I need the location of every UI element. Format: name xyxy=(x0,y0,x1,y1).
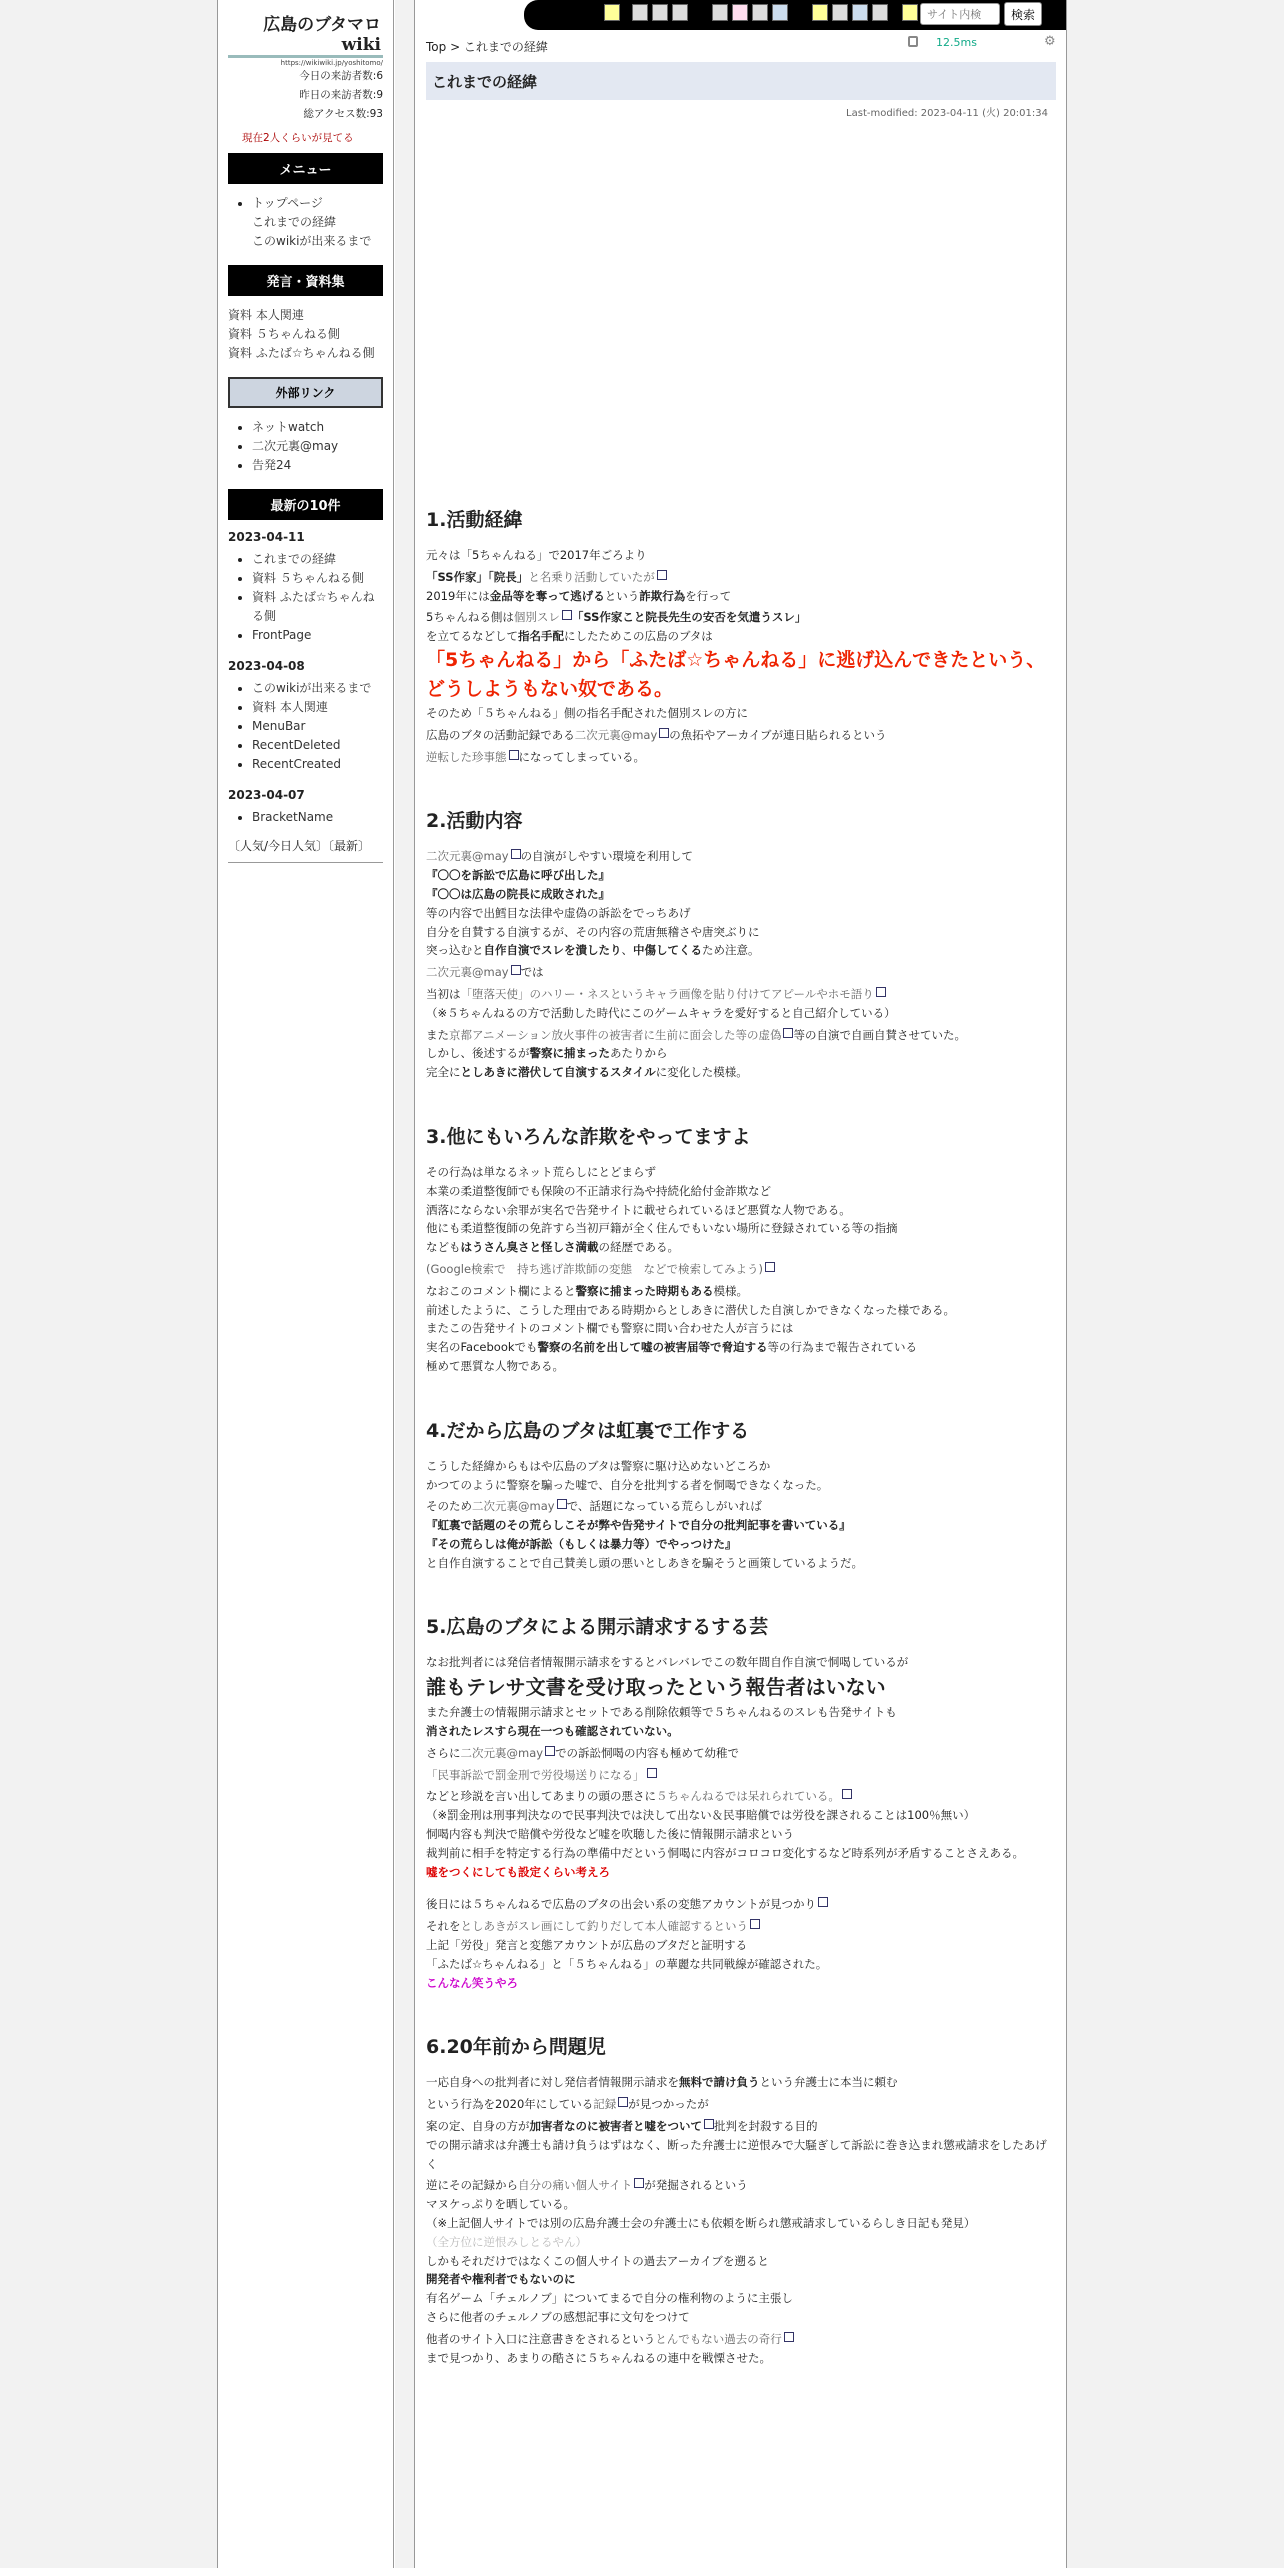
text: を行って xyxy=(685,588,732,603)
text-line: 『〇〇を訴訟で広島に呼び出した』 xyxy=(426,868,610,883)
text-line xyxy=(426,1260,1058,1279)
text: 実名のFacebookでも xyxy=(426,1340,538,1355)
text-line: 前述したように、こうした理由である時期からとしあきに潜伏した自演しかできなくなった様である。 xyxy=(426,1302,955,1317)
recent-item xyxy=(252,569,383,588)
text-line: そのため「５ちゃんねる」側の指名手配された個別スレの方に xyxy=(426,705,748,720)
recent-link[interactable]: このwikiが出来るまで xyxy=(252,681,372,695)
text-link[interactable]: とんでもない過去の奇行 xyxy=(655,2331,782,2346)
text-line xyxy=(426,2073,1058,2092)
recent-item xyxy=(252,679,383,698)
text-line xyxy=(426,1063,1058,1082)
section-heading: 1.活動経緯 xyxy=(426,509,523,531)
text-bold: 警察の名前を出して嘘の被害届等で脅迫する xyxy=(537,1340,768,1355)
menu-item-history xyxy=(252,213,383,232)
section-2 xyxy=(426,806,1058,1082)
text-line xyxy=(426,847,1058,866)
text-line xyxy=(426,1238,1058,1257)
counter-yesterday: 昨日の来訪者数:9 xyxy=(299,89,383,101)
text-line xyxy=(426,608,1058,627)
section-3 xyxy=(426,1122,1058,1376)
external-item xyxy=(252,456,383,475)
text: 逆にその記録から xyxy=(426,2178,518,2193)
recent-link[interactable]: 資料 ５ちゃんねる側 xyxy=(252,571,364,585)
text-line: まで見つかり、あまりの酷さに５ちゃんねるの連中を戦慄させた。 xyxy=(426,2350,771,2365)
rename-icon[interactable] xyxy=(712,4,728,21)
home-icon[interactable] xyxy=(604,4,620,21)
section-4 xyxy=(426,1416,1058,1573)
text-line xyxy=(426,963,1058,982)
last-modified: Last-modified: 2023-04-11 (火) 20:01:34 xyxy=(846,108,1048,119)
text-line xyxy=(426,587,1058,606)
text: 完全に xyxy=(426,1065,461,1080)
text: 当初は xyxy=(426,986,461,1001)
recent-item xyxy=(252,808,383,827)
external-link-icon[interactable] xyxy=(562,610,572,620)
copy-icon[interactable] xyxy=(672,4,688,21)
section-1 xyxy=(426,505,1058,766)
counter-total: 総アクセス数:93 xyxy=(303,108,383,120)
emphasis-text: 誰もテレサ文書を受け取ったという報告者はいない xyxy=(426,1675,886,1700)
text: 後日には５ちゃんねるで広島のブタの出会い系の変態アカウントが見つかり xyxy=(426,1897,816,1912)
text-line: 洒落にならない余罪が実名で告発サイトに載せられているほど悪質な人物である。 xyxy=(426,1202,851,1217)
section-heading: 5.広島のブタによる開示請求するする芸 xyxy=(426,1616,769,1639)
text-bold: 金品等を奪って逃げる xyxy=(489,588,605,603)
text-link[interactable]: ５ちゃんねるでは呆れられている。 xyxy=(656,1789,840,1804)
page-title: これまでの経緯 xyxy=(426,62,1056,100)
text-line: 有名ゲーム「チェルノブ」についてまるで自分の権利物のように主張し xyxy=(426,2291,793,2306)
text: 広島のブタの活動記録である xyxy=(426,727,575,742)
recent-link[interactable]: る側 xyxy=(252,609,277,623)
section-heading: 6.20年前から問題児 xyxy=(426,2036,606,2059)
text: という行為を2020年にしている xyxy=(426,2097,594,2112)
text-link[interactable]: 二次元裏@may xyxy=(472,1499,555,1514)
popular-links[interactable]: 〔人気/今日人気〕〔最新〕 xyxy=(228,837,383,863)
external-link-icon[interactable] xyxy=(647,1768,657,1778)
recent-link[interactable]: これまでの経緯 xyxy=(252,552,337,566)
text: にしたためこの広島のブタは xyxy=(564,629,713,644)
help-icon[interactable] xyxy=(902,4,918,21)
text: ため注意。 xyxy=(702,943,760,958)
external-link-icon[interactable] xyxy=(765,1262,775,1272)
text: 等の自演で自画自賛させていた。 xyxy=(793,1027,966,1042)
text-line: と自作自演することで自己賛美し頭の悪いとしあきを騙そうと画策しているようだ。 xyxy=(426,1555,863,1570)
external-link-may[interactable]: 二次元裏@may xyxy=(252,439,339,453)
text: という xyxy=(604,588,640,603)
text-line xyxy=(426,1787,1058,1806)
text-line: （全方位に逆恨みしとるやん） xyxy=(426,2234,587,2249)
text-line xyxy=(426,2176,1058,2195)
external-link-icon[interactable] xyxy=(659,728,669,738)
recent-item xyxy=(252,736,383,755)
search-button[interactable]: 検索 xyxy=(1004,2,1042,26)
menu-item-origin xyxy=(252,232,383,251)
text: が見つかったが xyxy=(628,2097,709,2112)
text-line xyxy=(426,1766,1058,1785)
menu-link-history[interactable]: これまでの経緯 xyxy=(252,215,337,229)
text-line xyxy=(426,568,1058,587)
edit-icon[interactable] xyxy=(652,4,668,21)
text-link[interactable]: と名乗り活動していたが xyxy=(528,569,655,584)
recent-link[interactable]: BracketName xyxy=(252,810,334,824)
text-line xyxy=(426,1497,1058,1516)
text-link[interactable]: 個別スレ xyxy=(513,610,560,625)
text-bold: はうさん臭さと怪しさ満載 xyxy=(460,1240,599,1255)
text-line xyxy=(426,2330,1058,2349)
text-bold: 加害者なのに被害者と嘘をついて xyxy=(529,2119,702,2134)
search-page-icon[interactable] xyxy=(852,4,868,21)
external-link-icon[interactable] xyxy=(876,987,886,997)
article-content xyxy=(426,505,1058,2407)
text-line: なお批判者には発信者情報開示請求をするとバレバレでこの数年間自作自演で恫喝しているが xyxy=(426,1655,909,1670)
text-link[interactable]: 二次元裏@may xyxy=(426,849,509,864)
text-line: 嘘をつくにしても設定くらい考えろ xyxy=(426,1864,610,1879)
statements-link-person[interactable]: 資料 本人関連 xyxy=(228,308,304,322)
page-frame xyxy=(217,0,1067,2568)
text-bold: 「SS作家」「院長」 xyxy=(426,569,529,584)
recent-list xyxy=(252,808,383,827)
text: あたりから xyxy=(610,1046,668,1061)
text: での訴訟恫喝の内容も極めて幼稚で xyxy=(555,1745,740,1760)
text-line xyxy=(426,1917,1058,1936)
text: で、話題になっている荒らしがいれば xyxy=(566,1499,762,1514)
external-link-icon[interactable] xyxy=(545,1746,555,1756)
text: また xyxy=(426,1027,449,1042)
text-line: 元々は「5ちゃんねる」で2017年ごろより xyxy=(426,548,647,562)
attach-icon[interactable] xyxy=(772,4,788,21)
text-line: 「ふたば☆ちゃんねる」と「５ちゃんねる」の華麗な共同戦線が確認された。 xyxy=(426,1956,828,1971)
text-bold: 自作自演でスレを潰したり xyxy=(483,943,622,958)
external-link-icon[interactable] xyxy=(557,1499,567,1509)
gear-icon[interactable]: ⚙ xyxy=(1044,34,1056,49)
menu-link-origin[interactable]: このwikiが出来るまで xyxy=(252,234,372,248)
text: なども xyxy=(426,1240,461,1255)
text-line: しかもそれだけではなくこの個人サイトの過去アーカイブを遡ると xyxy=(426,2253,769,2268)
text-line: （※上記個人サイトでは別の広島弁護士会の弁護士にも依頼を断られ懲戒請求しているらしき日記も発見） xyxy=(426,2216,976,2231)
text-line: また弁護士の情報開示請求とセットである削除依頼等で５ちゃんねるのスレも告発サイトも xyxy=(426,1705,897,1720)
text-line: かつてのように警察を騙った嘘で、自分を批判する者を恫喝できなくなった。 xyxy=(426,1477,829,1492)
external-link-icon[interactable] xyxy=(509,750,519,760)
lock-icon[interactable] xyxy=(908,36,918,47)
text-line: 恫喝内容も判決で賠償や労役など嘘を吹聴した後に情報開示請求という xyxy=(426,1827,794,1842)
recent-item xyxy=(252,698,383,717)
text-line: 自分を自賛する自演するが、その内容の荒唐無稽さや唐突ぶりに xyxy=(426,924,760,939)
menu-heading: メニュー xyxy=(228,153,383,184)
recent-date: 2023-04-08 xyxy=(228,659,305,673)
external-item xyxy=(252,437,383,456)
speed-badge: 12.5ms xyxy=(936,36,977,49)
text-line: 極めて悪質な人物である。 xyxy=(426,1358,564,1373)
recent-item xyxy=(252,588,383,607)
site-logo[interactable]: 広島のブタマロ wiki xyxy=(228,10,383,58)
text: 批判を封殺する目的 xyxy=(714,2119,818,2134)
text-bold: 警察に捕まった xyxy=(529,1046,610,1061)
text-line: での開示請求は弁護士も請け負うはずはなく、断った弁護士に逆恨みで大騒ぎして訴訟に巻き込まれ懲戒請求をしたあげく xyxy=(426,2137,1047,2171)
text-line xyxy=(426,1026,1058,1045)
text-line xyxy=(426,1338,1058,1357)
menu-list xyxy=(252,194,383,251)
site-url: https://wikiwiki.jp/yoshitomo/ xyxy=(280,59,383,67)
site-search-input[interactable] xyxy=(920,3,1000,25)
text-line xyxy=(426,2095,1058,2114)
recent-icon[interactable] xyxy=(872,4,888,21)
external-link-icon[interactable] xyxy=(657,570,667,580)
toolbar xyxy=(524,0,1066,30)
text-link[interactable]: 二次元裏@may xyxy=(574,727,658,742)
external-link-icon[interactable] xyxy=(704,2119,714,2129)
recent-item xyxy=(252,755,383,774)
text-line: 本業の柔道整復師でも保険の不正請求行為や持続化給付金詐欺など xyxy=(426,1183,771,1198)
text-line xyxy=(426,1282,1058,1301)
text-line: 等の内容で出鱈目な法律や虚偽の訴訟をでっちあげ xyxy=(426,905,691,920)
recent-link[interactable]: 資料 本人関連 xyxy=(252,700,328,714)
text-line xyxy=(426,1895,1058,1914)
recent-heading: 最新の10件 xyxy=(228,489,383,520)
statements-link-5ch[interactable]: 資料 ５ちゃんねる側 xyxy=(228,327,340,341)
external-link-icon[interactable] xyxy=(634,2178,644,2188)
text-link[interactable]: 二次元裏@may xyxy=(460,1745,544,1760)
text-bold: 指名手配 xyxy=(518,629,564,644)
delete-icon[interactable] xyxy=(812,4,828,21)
text-line xyxy=(426,748,1058,767)
text: を立てるなどして xyxy=(426,629,518,644)
text-line: マヌケっぷりを晒している。 xyxy=(426,2197,576,2212)
recent-item xyxy=(252,550,383,569)
text: が発掘されるという xyxy=(644,2178,748,2193)
section-heading: 2.活動内容 xyxy=(426,810,523,833)
external-list xyxy=(252,418,383,475)
menu-link-top[interactable]: トップページ xyxy=(252,196,323,210)
external-link-icon[interactable] xyxy=(783,1028,793,1038)
text-link[interactable]: 自分の痛い個人サイト xyxy=(518,2178,633,2193)
recent-link[interactable]: MenuBar xyxy=(252,719,306,733)
text: (Google検索で 持ち逃げ詐欺師の変態 などで検索してみよう) xyxy=(426,1261,764,1276)
text: に変化した模様。 xyxy=(655,1065,748,1080)
statements-heading: 発言・資料集 xyxy=(228,265,383,296)
external-link-icon[interactable] xyxy=(511,965,521,975)
section-heading: 4.だから広島のブタは虹裏で工作する xyxy=(426,1419,750,1442)
text: の魚拓やアーカイブが連日貼られるという xyxy=(669,727,887,742)
text: 2019年には xyxy=(426,588,490,603)
text-link[interactable]: 「堕落天使」のハリー・ネスというキャラ画像を貼り付けてアピールやホモ語り xyxy=(460,986,874,1001)
text-bold: 警察に捕まった時期もある xyxy=(575,1283,714,1298)
section-5 xyxy=(426,1612,1058,1992)
text: さらに xyxy=(426,1745,461,1760)
text-bold: 中傷してくる xyxy=(633,943,702,958)
text-link[interactable]: 京都アニメーション放火事件の被害者に生前に面会した等の虚偽 xyxy=(449,1027,782,1042)
text: という弁護士に本当に頼む xyxy=(759,2075,898,2090)
diff-icon[interactable] xyxy=(732,4,748,21)
recent-date: 2023-04-07 xyxy=(228,788,305,802)
text: 5ちゃんねる側は xyxy=(426,610,514,625)
recent-date: 2023-04-11 xyxy=(228,530,305,544)
external-link-icon[interactable] xyxy=(618,2097,628,2107)
text-line: 開発者や権利者でもないのに xyxy=(426,2272,576,2287)
text-line xyxy=(426,627,1058,646)
menu-item-top xyxy=(252,194,383,213)
external-link-icon[interactable] xyxy=(511,849,521,859)
section-6 xyxy=(426,2032,1058,2367)
text-link[interactable]: としあきがスレ画にして釣りだして本人確認するという xyxy=(460,1919,748,1934)
text-bold: としあきに潜伏して自演するスタイル xyxy=(460,1065,656,1080)
text-line xyxy=(426,985,1058,1004)
recent-link[interactable]: FrontPage xyxy=(252,628,312,642)
recent-list xyxy=(252,679,383,774)
external-link-icon[interactable] xyxy=(750,1919,760,1929)
text-line xyxy=(426,726,1058,745)
text-link[interactable]: 逆転した珍事態 xyxy=(426,749,507,764)
section-heading: 3.他にもいろんな詐欺をやってますよ xyxy=(426,1125,751,1148)
text: 突っ込むと xyxy=(426,943,484,958)
text-line: さらに他者のチェルノブの感想記事に文句をつけて xyxy=(426,2310,690,2324)
text-line: 『その荒らしは俺が訴訟（もしくは暴力等）でやっつけた』 xyxy=(426,1536,737,1551)
recent-link[interactable]: RecentCreated xyxy=(252,757,341,771)
text-line: 裁判前に相手を特定する行為の準備中だという恫喝に内容がコロコロ変化するなど時系列が矛盾することさえある。 xyxy=(426,1845,1024,1860)
text-link[interactable]: 二次元裏@may xyxy=(426,965,509,980)
text-bold: 「SS作家こと院長先生の安否を気遣うスレ」 xyxy=(571,610,807,625)
counter-today: 今日の来訪者数:6 xyxy=(299,70,383,82)
recent-item xyxy=(252,626,383,645)
text-line xyxy=(426,1744,1058,1763)
text-line: 『〇〇は広島の院長に成敗された』 xyxy=(426,886,610,901)
external-link-icon[interactable] xyxy=(784,2332,794,2342)
text: などと珍説を言い出してあまりの頭の悪さに xyxy=(426,1789,656,1804)
text: 案の定、自身の方が xyxy=(426,2119,530,2134)
external-link-icon[interactable] xyxy=(842,1789,852,1799)
new-page-icon[interactable] xyxy=(632,4,648,21)
recent-item xyxy=(252,607,383,626)
text-line: こんなん笑うやろ xyxy=(426,1975,518,1990)
recent-item xyxy=(252,717,383,736)
text: しかし、後述するが xyxy=(426,1046,530,1061)
text-line xyxy=(426,941,1058,960)
external-link-icon[interactable] xyxy=(818,1897,828,1907)
text: そのため xyxy=(426,1499,472,1514)
recent-link[interactable]: RecentDeleted xyxy=(252,738,341,752)
text: になってしまっている。 xyxy=(518,749,645,764)
text: では xyxy=(520,965,544,980)
statements-list xyxy=(228,306,383,363)
backup-icon[interactable] xyxy=(752,4,768,21)
text-line: 上記「労役」発言と変態アカウントが広島のブタだと証明する xyxy=(426,1938,748,1953)
text: 、 xyxy=(621,943,633,958)
external-link-netwatch[interactable]: ネットwatch xyxy=(252,420,325,434)
text: 模様。 xyxy=(713,1283,748,1298)
text: それを xyxy=(426,1919,461,1934)
text: 他者のサイト入口に注意書きをされるという xyxy=(426,2331,656,2346)
now-viewing: 現在2人くらいが見てる xyxy=(242,132,354,144)
recent-list xyxy=(252,550,383,645)
external-item xyxy=(252,418,383,437)
text-line: こうした経緯からもはや広島のブタは警察に駆け込めないどころか xyxy=(426,1458,771,1473)
text-bold: 無料で請け負う xyxy=(679,2075,760,2090)
external-heading: 外部リンク xyxy=(228,377,383,408)
text: なおこのコメント欄によると xyxy=(426,1283,576,1298)
recent-link[interactable]: 資料 ふたば☆ちゃんね xyxy=(252,590,375,604)
text: 等の行為まで報告されている xyxy=(767,1340,918,1355)
sidebar xyxy=(218,0,394,2568)
sidebar-gutter xyxy=(395,0,415,2568)
text-line: 消されたレスすら現在一つも確認されていない。 xyxy=(426,1724,679,1739)
main-column xyxy=(416,0,1066,2568)
text-line: またこの告発サイトのコメント欄でも警察に問い合わせた人が言うには xyxy=(426,1321,794,1336)
text: 一応自身への批判者に対し発信者情報開示請求を xyxy=(426,2075,679,2090)
text-line: その行為は単なるネット荒らしにとどまらず xyxy=(426,1164,656,1179)
text-line xyxy=(426,1044,1058,1063)
list-icon[interactable] xyxy=(832,4,848,21)
external-link-kokuhatsu[interactable]: 告発24 xyxy=(252,458,292,472)
text: の経歴である。 xyxy=(598,1240,679,1255)
text-line: 他にも柔道整復師の免許すら当初戸籍が全く住んでもいない場所に登録されている等の指摘 xyxy=(426,1221,898,1236)
text-link[interactable]: 記録 xyxy=(593,2097,617,2112)
text-line: （※罰金刑は刑事判決なので民事判決では決して出ない＆民事賠償では労役を課されることは100％無い） xyxy=(426,1808,976,1823)
text: 「民事訴訟で罰金刑で労役場送りになる」 xyxy=(426,1767,645,1782)
text: の自演がしやすい環境を利用して xyxy=(520,849,694,864)
breadcrumb[interactable]: Top > これまでの経緯 xyxy=(426,40,548,54)
statements-link-futaba[interactable]: 資料 ふたば☆ちゃんねる側 xyxy=(228,346,375,360)
emphasis-text: 「5ちゃんねる」から「ふたば☆ちゃんねる」に逃げ込んできたという、どうしようもない奴である。 xyxy=(426,648,1046,700)
text-line xyxy=(426,2117,1058,2136)
text-line: 『虹裏で話題のその荒らしこそが弊や告発サイトで自分の批判記事を書いている』 xyxy=(426,1518,851,1533)
text-bold: 詐欺行為 xyxy=(639,588,686,603)
text-line: （※５ちゃんねるの方で活動した時代にこのゲームキャラを愛好すると自己紹介している） xyxy=(426,1005,896,1020)
